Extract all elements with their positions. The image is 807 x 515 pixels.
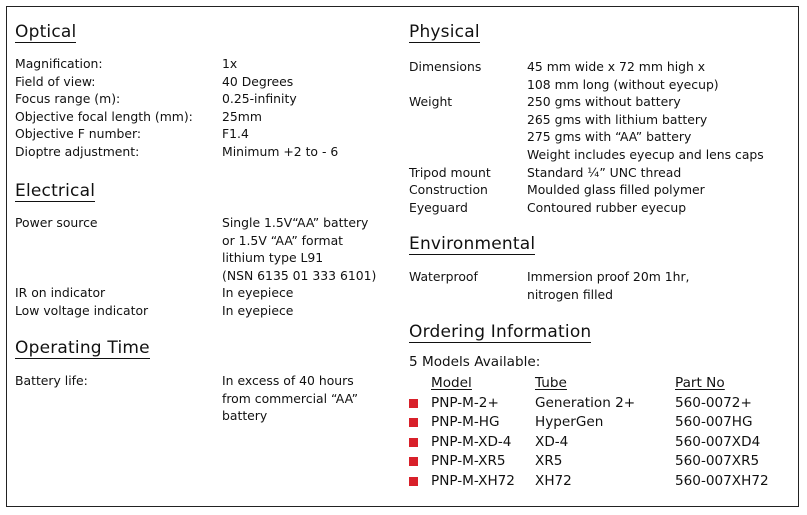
ordering-section (409, 322, 794, 489)
physical-section (409, 22, 794, 215)
tube-type: XH72 (535, 472, 572, 489)
operating-time-section (15, 338, 395, 424)
environmental-heading: Environmental (409, 234, 536, 254)
environmental-section (409, 234, 794, 302)
spec-value: Minimum +2 to - 6 (222, 143, 339, 159)
spec-label: Objective F number: (15, 126, 142, 142)
spec-row (409, 199, 794, 217)
model-name: PNP-M-HG (431, 414, 500, 430)
model-column-header: Model (431, 375, 472, 391)
optical-heading: Optical (15, 22, 77, 42)
spec-label: Weight (409, 94, 453, 110)
spec-row (409, 164, 794, 182)
spec-row (15, 284, 395, 302)
red-square-bullet-icon (409, 418, 418, 427)
spec-label: Power source (15, 215, 98, 230)
spec-value: In eyepiece (222, 285, 294, 301)
value-line: In excess of 40 hours (222, 373, 354, 388)
spec-value: F1.4 (222, 126, 249, 142)
red-square-bullet-icon (409, 399, 418, 408)
spec-value: Standard ¼” UNC thread (527, 164, 682, 180)
spec-label: Objective focal length (mm): (15, 108, 193, 124)
model-name: PNP-M-XH72 (431, 472, 515, 489)
models-available-text: 5 Models Available: (409, 354, 541, 370)
spec-label: IR on indicator (15, 285, 106, 301)
spec-value (527, 58, 794, 93)
spec-label: Dimensions (409, 59, 482, 74)
spec-row (15, 143, 395, 161)
spec-row (15, 125, 395, 143)
model-name: PNP-M-XR5 (431, 453, 506, 469)
optical-section (15, 22, 395, 159)
spec-label: Dioptre adjustment: (15, 143, 140, 159)
models-header-row (409, 374, 794, 394)
ordering-heading: Ordering Information (409, 322, 592, 342)
value-line: (NSN 6135 01 333 6101) (222, 267, 377, 283)
model-name: PNP-M-XD-4 (431, 433, 512, 450)
spec-value: Contoured rubber eyecup (527, 199, 687, 215)
model-row (409, 394, 794, 414)
spec-value: 1x (222, 56, 238, 71)
spec-row (15, 302, 395, 320)
spec-value (527, 93, 794, 163)
spec-label: Focus range (m): (15, 91, 121, 107)
spec-label: Construction (409, 182, 488, 198)
value-line: battery (222, 408, 268, 424)
spec-row (409, 268, 794, 303)
spec-label: Waterproof (409, 269, 478, 284)
part-number: 560-007HG (675, 414, 753, 430)
part-number: 560-007XR5 (675, 453, 760, 469)
tube-type: XR5 (535, 453, 563, 469)
model-row (409, 452, 794, 472)
spec-value (222, 372, 395, 425)
spec-label: Field of view: (15, 73, 96, 89)
spec-row (15, 90, 395, 108)
spec-label: Tripod mount (409, 164, 491, 180)
spec-row (409, 93, 794, 163)
spec-value (222, 214, 395, 284)
electrical-rows (15, 214, 395, 320)
part-column-header: Part No (675, 375, 725, 391)
value-line: lithium type L91 (222, 250, 324, 266)
value-line: or 1.5V “AA” format (222, 232, 344, 248)
value-line: Immersion proof 20m 1hr, (527, 269, 690, 284)
value-line: from commercial “AA” (222, 390, 358, 406)
spec-value: 0.25-infinity (222, 91, 297, 107)
spec-row (409, 58, 794, 93)
value-line: 250 gms without battery (527, 94, 681, 110)
value-line: 275 gms with “AA” battery (527, 129, 692, 145)
electrical-heading: Electrical (15, 181, 96, 201)
environmental-rows (409, 268, 794, 303)
physical-rows (409, 58, 794, 216)
red-square-bullet-icon (409, 438, 418, 447)
value-line: nitrogen filled (527, 286, 614, 302)
part-number: 560-0072+ (675, 394, 752, 411)
model-name: PNP-M-2+ (431, 394, 499, 411)
tube-column-header: Tube (535, 375, 567, 391)
spec-value: In eyepiece (222, 302, 294, 318)
physical-heading: Physical (409, 22, 480, 42)
spec-label: Battery life: (15, 373, 88, 388)
spec-value: Moulded glass filled polymer (527, 182, 705, 198)
operating-rows (15, 372, 395, 425)
spec-label: Low voltage indicator (15, 302, 149, 318)
tube-type: HyperGen (535, 414, 604, 430)
tube-type: Generation 2+ (535, 394, 636, 411)
spec-value (527, 268, 794, 303)
value-line: 45 mm wide x 72 mm high x (527, 59, 706, 74)
spec-row (15, 73, 395, 91)
electrical-section (15, 181, 395, 318)
value-line: Weight includes eyecup and lens caps (527, 146, 764, 162)
spec-row (409, 181, 794, 199)
optical-rows (15, 55, 395, 161)
spec-value: 40 Degrees (222, 73, 294, 89)
red-square-bullet-icon (409, 457, 418, 466)
models-table (409, 374, 794, 491)
spec-row (15, 108, 395, 126)
spec-label: Eyeguard (409, 199, 468, 215)
model-row (409, 433, 794, 453)
part-number: 560-007XD4 (675, 433, 761, 450)
value-line: 265 gms with lithium battery (527, 111, 708, 127)
red-square-bullet-icon (409, 477, 418, 486)
model-row (409, 413, 794, 433)
part-number: 560-007XH72 (675, 472, 769, 489)
spec-label: Magnification: (15, 56, 103, 71)
spec-value: 25mm (222, 108, 262, 124)
value-line: 108 mm long (without eyecup) (527, 76, 719, 92)
spec-row (15, 214, 395, 284)
value-line: Single 1.5V“AA” battery (222, 215, 369, 230)
operating-time-heading: Operating Time (15, 338, 150, 358)
tube-type: XD-4 (535, 433, 569, 450)
spec-row (15, 55, 395, 73)
spec-row (15, 372, 395, 425)
spec-sheet-frame (6, 6, 799, 507)
model-row (409, 472, 794, 492)
